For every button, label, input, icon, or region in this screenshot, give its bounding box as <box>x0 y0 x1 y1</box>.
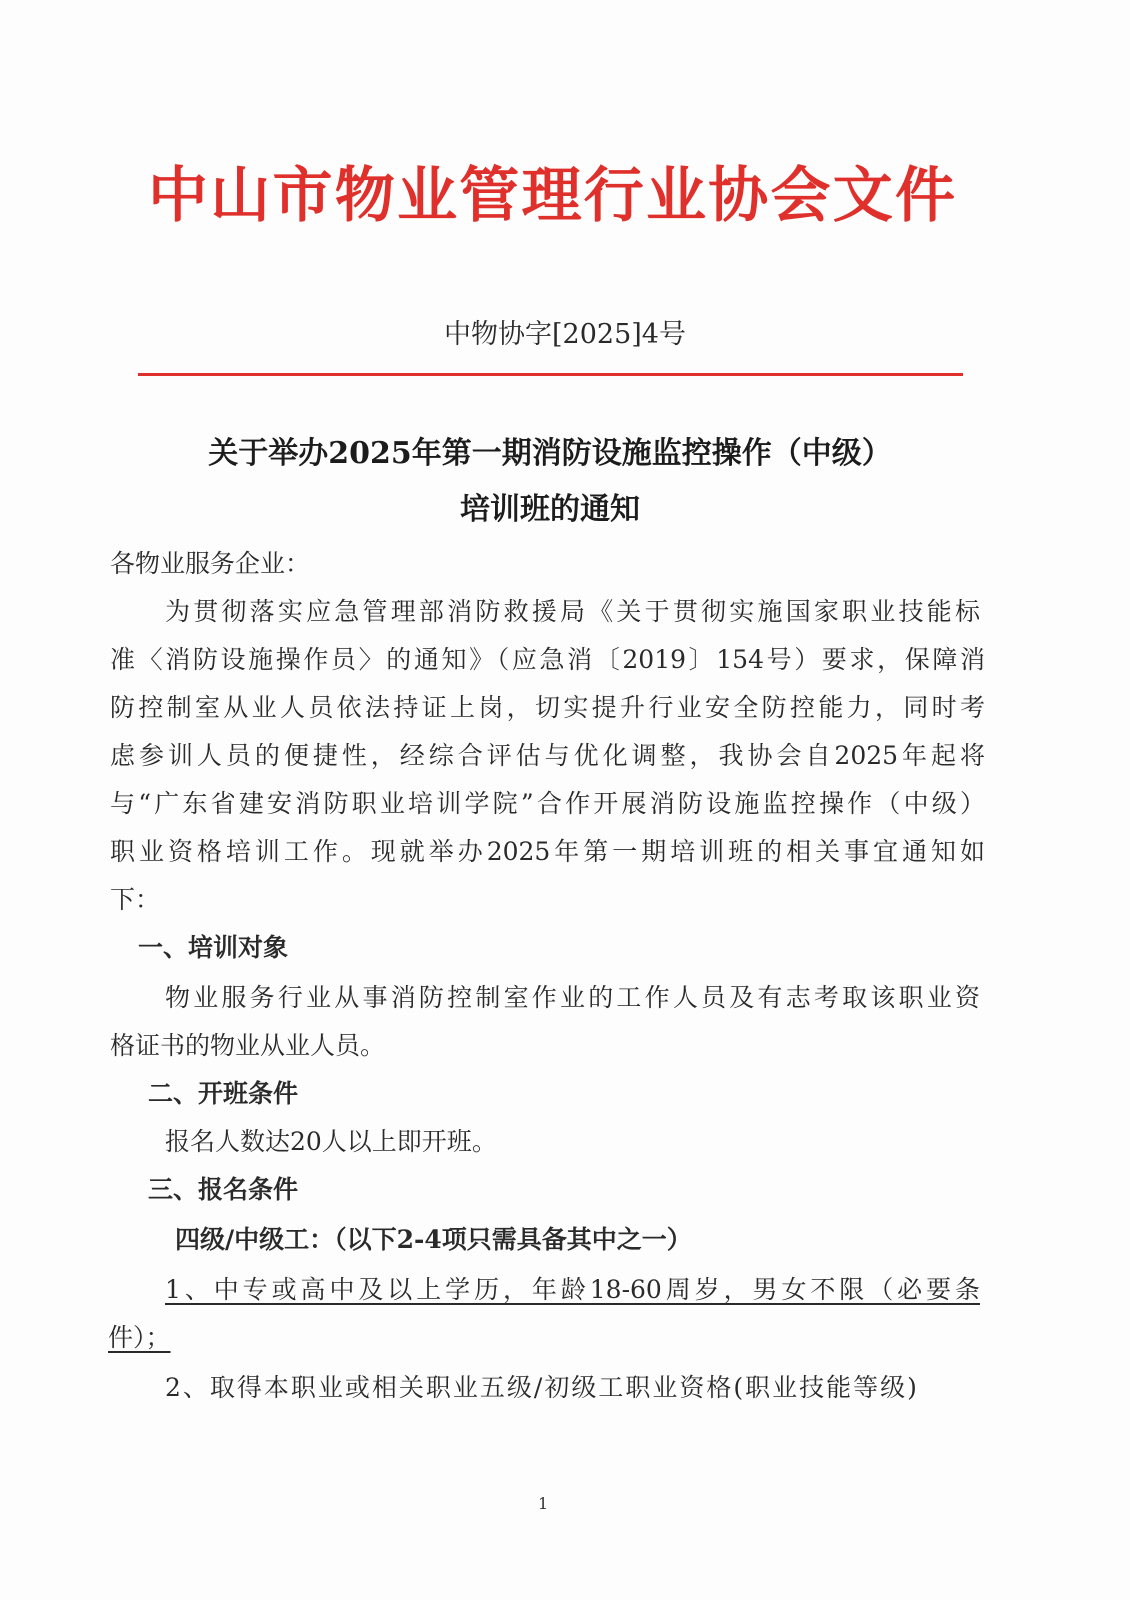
intro-line: 虑参训人员的便捷性，经综合评估与优化调整，我协会自2025年起将 <box>110 741 985 770</box>
intro-line: 下： <box>110 885 161 914</box>
document-header-title: 中山市物业管理行业协会文件 <box>148 161 956 231</box>
intro-line: 职业资格培训工作。现就举办2025年第一期培训班的相关事宜通知如 <box>110 837 985 866</box>
level-subheading: 四级/中级工：（以下2-4项只需具备其中之一） <box>175 1225 692 1254</box>
document-number: 中物协字[2025]4号 <box>444 319 686 350</box>
section-text: 报名人数达20人以上即开班。 <box>165 1127 497 1156</box>
requirement-item-1: 1、中专或高中及以上学历，年龄18-60周岁，男女不限（必要条 <box>165 1275 980 1304</box>
section-heading-registration-conditions: 三、报名条件 <box>148 1175 299 1204</box>
intro-line: 准〈消防设施操作员〉的通知》（应急消〔2019〕154号）要求，保障消 <box>110 645 985 674</box>
section-text: 格证书的物业从业人员。 <box>110 1031 386 1060</box>
notice-title-line-2: 培训班的通知 <box>460 492 640 527</box>
section-text: 物业服务行业从事消防控制室作业的工作人员及有志考取该职业资 <box>165 983 980 1012</box>
page-number: 1 <box>538 1494 549 1513</box>
section-heading-training-target: 一、培训对象 <box>138 933 289 962</box>
intro-line: 防控制室从业人员依法持证上岗，切实提升行业安全防控能力，同时考 <box>110 693 985 722</box>
section-heading-class-conditions: 二、开班条件 <box>148 1079 299 1108</box>
intro-line: 与“广东省建安消防职业培训学院”合作开展消防设施监控操作（中级） <box>110 789 985 818</box>
requirement-item-2: 2、取得本职业或相关职业五级/初级工职业资格(职业技能等级) <box>165 1373 919 1402</box>
red-divider <box>138 373 963 376</box>
intro-line: 为贯彻落实应急管理部消防救援局《关于贯彻实施国家职业技能标 <box>165 597 980 626</box>
notice-title-line-1: 关于举办2025年第一期消防设施监控操作（中级） <box>208 436 892 471</box>
requirement-item-1-cont: 件）； <box>108 1323 171 1352</box>
salutation: 各物业服务企业： <box>110 549 311 578</box>
